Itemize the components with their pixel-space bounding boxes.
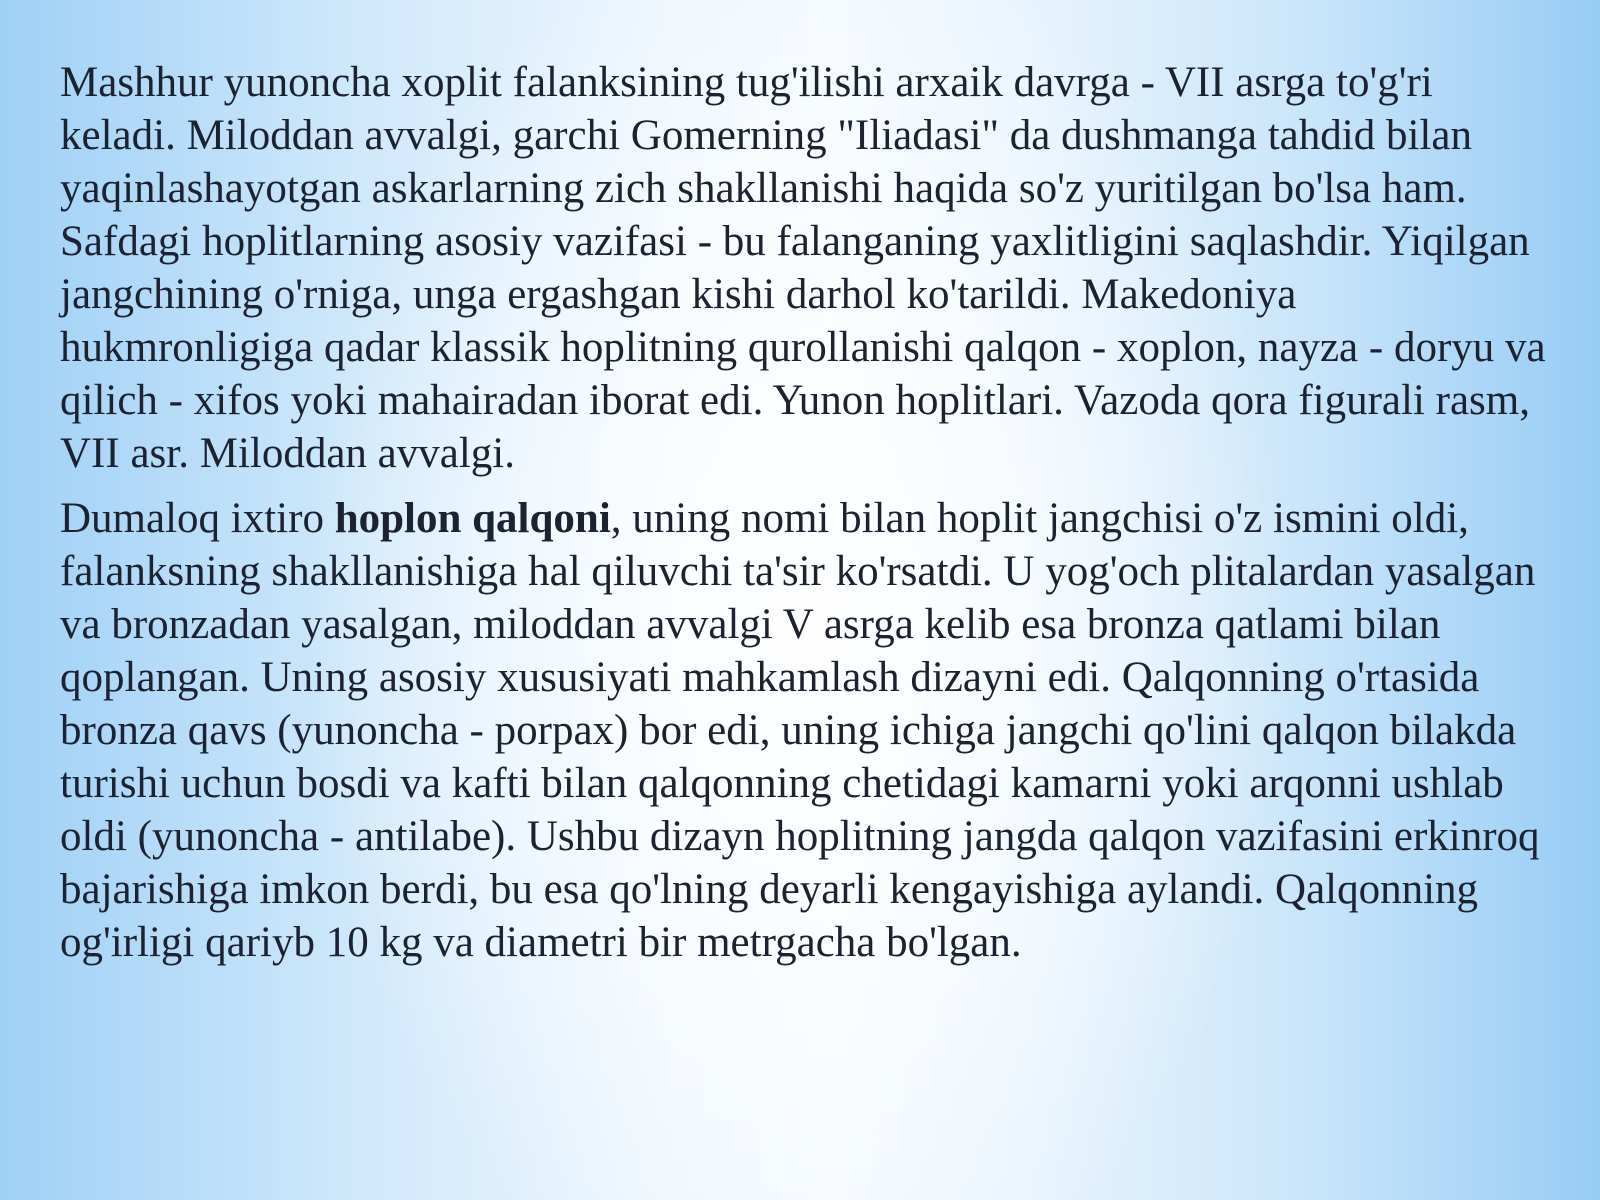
- paragraph2-intro-text: Dumaloq ixtiro: [60, 495, 335, 542]
- paragraph1-text: Mashhur yunoncha xoplit falanksining tug'ilishi arxaik davrga - VII asrga to'g'ri keladi. Miloddan avvalgi, garchi Gomerning "Iliadasi" da dushmanga tahdid bilan yaqinlashayotgan askarlarning zich shakllanishi haqida so'z yuritilgan bo'lsa ham. Safdagi hoplitlarning asosiy vazifasi - bu falanganing yaxlitligini saqlashdir. Yiqilgan jangchining o'rniga, unga ergashgan kishi darhol ko'tarildi. Makedoniya hukmronligiga qadar klassik hoplitning qurollanishi qalqon - xoplon, nayza - doryu va qilich - xifos yoki mahairadan iborat edi. Yunon hoplitlari. Vazoda qora figurali rasm, VII asr. Miloddan avvalgi.: [60, 59, 1546, 477]
- paragraph2-rest-text: , uning nomi bilan hoplit jangchisi o'z ismini oldi, falanksning shakllanishiga hal qiluvchi ta'sir ko'rsatdi. U yog'och plitalardan yasalgan va bronzadan yasalgan, miloddan avvalgi V asrga kelib esa bronza qatlami bilan qoplangan. Uning asosiy xususiyati mahkamlash dizayni edi. Qalqonning o'rtasida bronza qavs (yunoncha - porpax) bor edi, uning ichiga jangchi qo'lini qalqon bilakda turishi uchun bosdi va kafti bilan qalqonning chetidagi kamarni yoki arqonni ushlab oldi (yunoncha - antilabe). Ushbu dizayn hoplitning jangda qalqon vazifasini erkinroq bajarishiga imkon berdi, bu esa qo'lning deyarli kengayishiga aylandi. Qalqonning og'irligi qariyb 10 kg va diametri bir metrgacha bo'lgan.: [60, 495, 1540, 966]
- paragraph2-bold-term: hoplon qalqoni: [334, 495, 611, 542]
- paragraph-hoplite-phalanx-origin: [60, 56, 1550, 480]
- slide-text-body: [60, 56, 1550, 981]
- paragraph-hoplon-shield: [60, 492, 1550, 969]
